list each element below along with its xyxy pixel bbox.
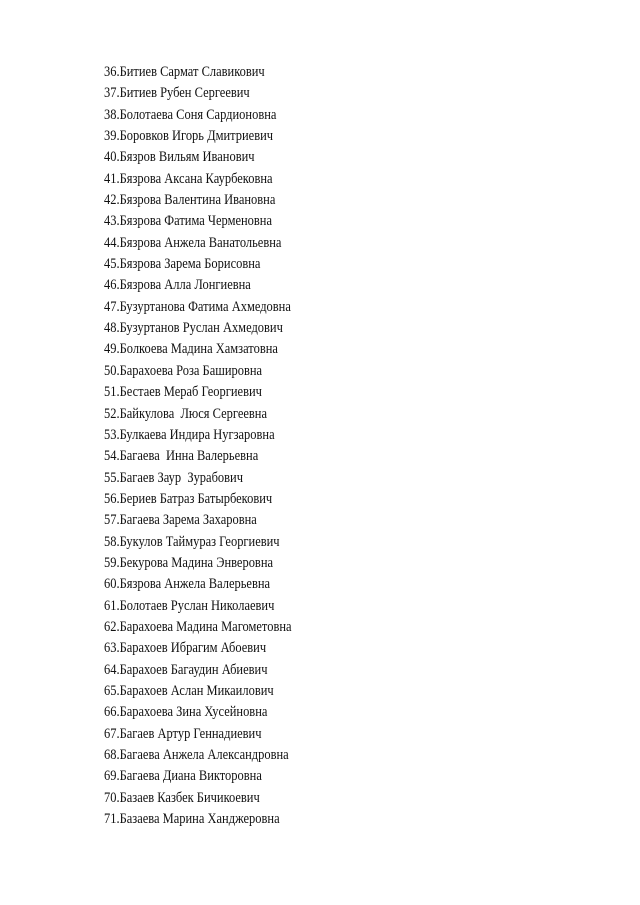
list-item: 40.Бязров Вильям Иванович [104,149,255,166]
list-item: 36.Битиев Сармат Славикович [104,64,265,80]
list-item: 60.Бязрова Анжела Валерьевна [104,576,271,593]
list-item: 65.Барахоев Аслан Микаилович [104,682,274,699]
list-item: 44.Бязрова Анжела Ванатольевна [104,234,282,251]
list-item: 45.Бязрова Зарема Борисовна [104,256,261,273]
list-item: 67.Багаев Артур Геннадиевич [104,725,262,742]
list-item: 48.Бузуртанов Руслан Ахмедович [104,320,283,337]
name-list [104,62,322,830]
list-item: 39.Боровков Игорь Дмитриевич [104,128,274,145]
list-item: 69.Багаева Диана Викторовна [104,768,262,785]
list-item: 46.Бязрова Алла Лонгиевна [104,277,251,294]
list-item: 49.Болкоева Мадина Хамзатовна [104,341,278,358]
list-item: 53.Булкаева Индира Нугзаровна [104,426,275,443]
list-item: 58.Букулов Таймураз Георгиевич [104,533,280,550]
list-item: 64.Барахоев Багаудин Абиевич [104,661,268,678]
list-item: 61.Болотаев Руслан Николаевич [104,597,275,614]
list-item: 62.Барахоева Мадина Магометовна [104,618,292,635]
list-item: 38.Болотаева Соня Сардионовна [104,106,277,123]
list-item: 70.Базаев Казбек Бичикоевич [104,789,260,806]
list-item: 56.Бериев Батраз Батырбекович [104,490,273,507]
list-item: 43.Бязрова Фатима Черменовна [104,213,273,230]
list-item: 47.Бузуртанова Фатима Ахмедовна [104,298,291,315]
list-item: 63.Барахоев Ибрагим Абоевич [104,640,267,657]
list-item: 55.Багаев Заур Зурабович [104,469,243,486]
list-item: 71.Базаева Марина Ханджеровна [104,811,280,828]
list-item: 66.Барахоева Зина Хусейновна [104,704,268,721]
list-item: 50.Барахоева Роза Башировна [104,362,263,379]
list-item: 68.Багаева Анжела Александровна [104,747,289,763]
list-item: 42.Бязрова Валентина Ивановна [104,192,276,209]
list-item: 57.Багаева Зарема Захаровна [104,512,257,529]
list-item: 51.Бестаев Мераб Георгиевич [104,384,262,401]
list-item: 37.Битиев Рубен Сергеевич [104,85,250,102]
list-item: 54.Багаева Инна Валерьевна [104,448,259,465]
list-item: 59.Бекурова Мадина Энверовна [104,554,274,571]
list-item: 41.Бязрова Аксана Каурбековна [104,170,273,187]
list-item: 52.Байкулова Люся Сергеевна [104,405,267,422]
